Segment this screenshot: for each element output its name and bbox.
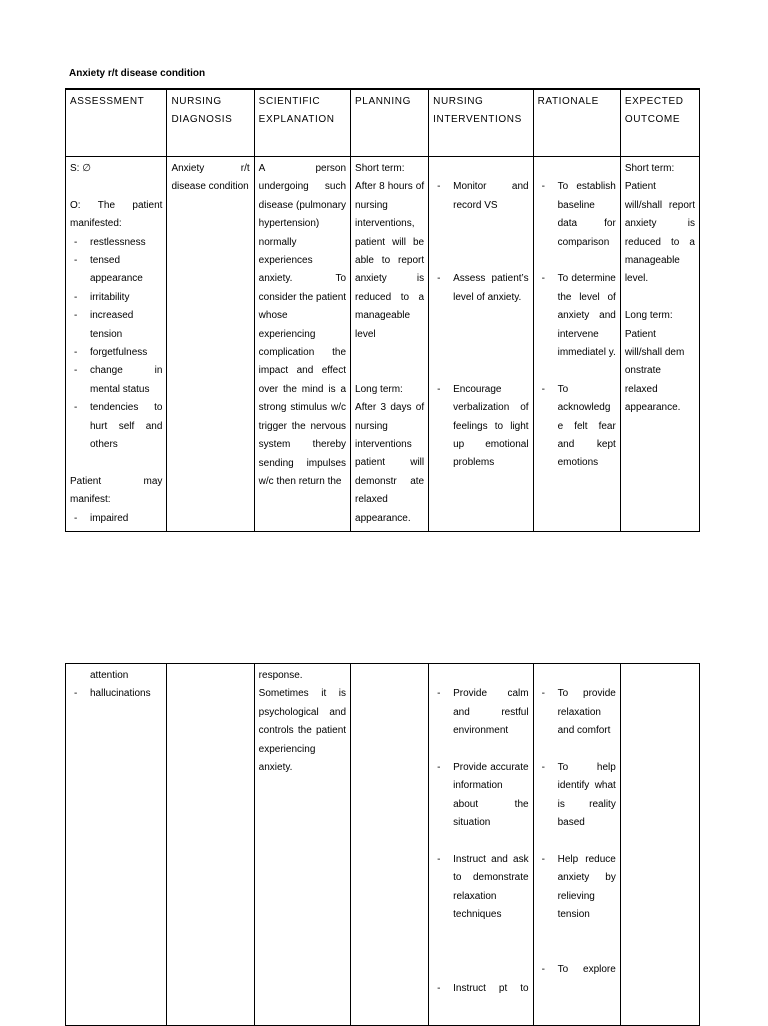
list-item: - increased tension — [70, 307, 162, 344]
header-assessment: ASSESSMENT — [66, 89, 167, 157]
outcome-short-text: Patient will/shall report anxiety is reduced to a manageable level. — [624, 181, 695, 285]
diagnosis-cell-continued — [167, 664, 254, 1026]
rationale-cell — [533, 157, 620, 532]
subjective-data: S: ∅ — [70, 163, 91, 174]
may-manifest-list — [70, 510, 162, 528]
list-item: - tensed appearance — [70, 252, 162, 289]
interventions-list — [433, 178, 528, 215]
list-item: - restlessness — [70, 234, 162, 252]
planning-long-label: Long term: — [355, 383, 403, 395]
rationale-list — [538, 381, 616, 473]
outcome-cell — [620, 157, 699, 532]
explanation-text: A person undergoing such disease (pulmonary hypertension) normally experiences anxiety. To consider the patient whose experiencing complication the impact and effect over the mind is a strong stimulus w/c trigger the nervous system thereby sending impulses w/c then return the — [258, 163, 347, 487]
header-planning: PLANNING — [351, 89, 429, 157]
header-nursing-interventions: NURSING INTERVENTIONS — [429, 89, 533, 157]
interventions-list — [433, 381, 528, 473]
outcome-long-label: Long term: — [624, 310, 673, 322]
explanation-more-text: Sometimes it is psychological and controls the patient experiencing anxiety. — [258, 688, 347, 774]
outcome-short-label: Short term: — [624, 163, 675, 174]
list-item: - Instruct pt to — [433, 980, 528, 998]
interventions-list — [433, 270, 528, 307]
rationale-list — [538, 178, 616, 252]
assessment-continued-text: attention — [90, 670, 129, 681]
care-plan-table-page-2 — [65, 663, 700, 1026]
list-item: - Encourage verbalization of feelings to light up emotional problems — [433, 381, 528, 473]
list-item: - To establish baseline data for comparison — [538, 178, 616, 252]
table-row — [66, 664, 700, 1026]
may-manifest-intro: Patient may manifest: — [70, 475, 163, 506]
planning-cell-continued — [351, 664, 429, 1026]
header-expected-outcome: EXPECTED OUTCOME — [620, 89, 699, 157]
list-item: - To help identify what is reality based — [538, 759, 616, 833]
list-item: - Help reduce anxiety by relieving tension — [538, 851, 616, 925]
rationale-list — [538, 270, 616, 362]
list-item: - Instruct and ask to demonstrate relaxation techniques — [433, 851, 528, 925]
list-item: - change in mental status — [70, 362, 162, 399]
list-item: - Monitor and record VS — [433, 178, 528, 215]
care-plan-table-page-1 — [65, 88, 700, 532]
outcome-long-text: Patient will/shall dem onstrate relaxed appearance. — [624, 328, 685, 414]
explanation-cell-continued — [254, 664, 350, 1026]
assessment-cell — [66, 157, 167, 532]
interventions-list — [433, 980, 528, 998]
header-scientific-explanation: SCIENTIFIC EXPLANATION — [254, 89, 350, 157]
list-item: - To determine the level of anxiety and intervene immediatel y. — [538, 270, 616, 362]
rationale-cell-continued — [533, 664, 620, 1026]
interventions-cell-continued — [429, 664, 533, 1026]
rationale-list — [538, 851, 616, 925]
interventions-list — [433, 685, 528, 740]
planning-short-text: After 8 hours of nursing interventions, patient will be able to report anxiety is reduced to a manageable level — [355, 181, 425, 340]
diagnosis-text: Anxiety r/t disease condition — [171, 163, 250, 193]
header-nursing-diagnosis: NURSING DIAGNOSIS — [167, 89, 254, 157]
planning-cell — [351, 157, 429, 532]
table-row — [66, 157, 700, 532]
page-title: Anxiety r/t disease condition — [69, 68, 206, 79]
list-item: - To explore — [538, 961, 616, 979]
diagnosis-cell — [167, 157, 254, 532]
explanation-cell — [254, 157, 350, 532]
header-rationale: RATIONALE — [533, 89, 620, 157]
list-item: - impaired — [70, 510, 162, 528]
objective-intro: O: The patient manifested: — [70, 199, 163, 230]
planning-long-text: After 3 days of nursing interventions patient will demonstr ate relaxed appearance. — [355, 402, 425, 524]
list-item: - tendencies to hurt self and others — [70, 399, 162, 454]
interventions-list — [433, 851, 528, 925]
rationale-list — [538, 685, 616, 740]
explanation-continued-text: response. — [258, 670, 303, 681]
list-item: - To acknowledg e felt fear and kept emotions — [538, 381, 616, 473]
list-item: - hallucinations — [70, 685, 162, 703]
rationale-list — [538, 759, 616, 833]
list-item: - Provide calm and restful environment — [433, 685, 528, 740]
assessment-list-continued — [70, 685, 162, 703]
outcome-cell-continued — [620, 664, 699, 1026]
interventions-list — [433, 759, 528, 833]
list-item: - irritability — [70, 289, 162, 307]
header-row — [66, 89, 700, 157]
interventions-cell — [429, 157, 533, 532]
list-item: - Provide accurate information about the situation — [433, 759, 528, 833]
objective-list — [70, 234, 162, 455]
assessment-cell-continued — [66, 664, 167, 1026]
list-item: - To provide relaxation and comfort — [538, 685, 616, 740]
planning-short-label: Short term: — [355, 163, 405, 174]
list-item: - forgetfulness — [70, 344, 162, 362]
rationale-list — [538, 961, 616, 979]
list-item: - Assess patient’s level of anxiety. — [433, 270, 528, 307]
